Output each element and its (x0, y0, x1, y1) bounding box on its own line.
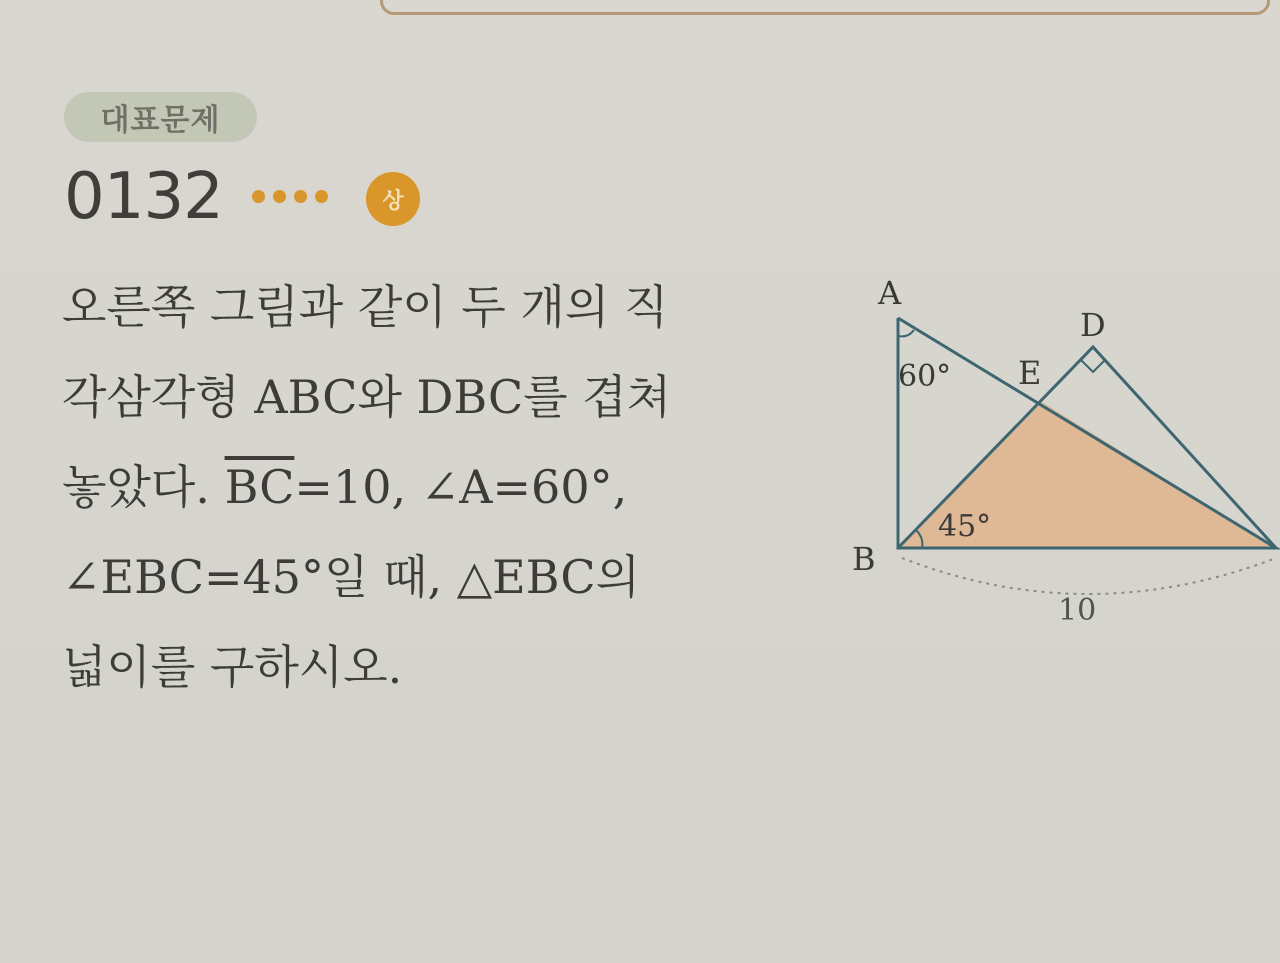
difficulty-level-badge: 상 (366, 172, 420, 226)
difficulty-dots (252, 190, 328, 203)
label-a: A (878, 274, 902, 312)
triangle-figure (830, 270, 1280, 640)
problem-line-4: ∠EBC=45°일 때, △EBC의 (62, 550, 641, 604)
problem-line-3 (62, 442, 802, 532)
problem-number: 0132 (64, 160, 223, 234)
length-label-bc: 10 (1058, 593, 1097, 628)
label-d: D (1080, 306, 1106, 344)
difficulty-dot (273, 190, 286, 203)
problem-line-2: 각삼각형 ABC와 DBC를 겹쳐 (62, 370, 672, 424)
segment-bc: $\overline{BC}$ (224, 460, 295, 514)
difficulty-dot (294, 190, 307, 203)
problem-line-1: 오른쪽 그림과 같이 두 개의 직 (62, 280, 669, 334)
angle-label-a: 60° (898, 359, 952, 394)
category-badge: 대표문제 (64, 92, 257, 142)
problem-line-3-end: =10, ∠A=60°, (294, 460, 628, 514)
top-frame (380, 0, 1270, 15)
right-angle-mark-d (1081, 360, 1105, 372)
angle-arc-a (898, 330, 914, 336)
difficulty-dot (315, 190, 328, 203)
angle-label-b: 45° (938, 509, 992, 544)
dimension-arc-bc (902, 558, 1276, 594)
problem-text (62, 262, 802, 712)
label-b: B (852, 540, 876, 578)
label-e: E (1018, 354, 1042, 392)
problem-line-5: 넓이를 구하시오. (62, 640, 403, 694)
problem-line-3-start: 놓았다. (62, 460, 225, 514)
difficulty-dot (252, 190, 265, 203)
